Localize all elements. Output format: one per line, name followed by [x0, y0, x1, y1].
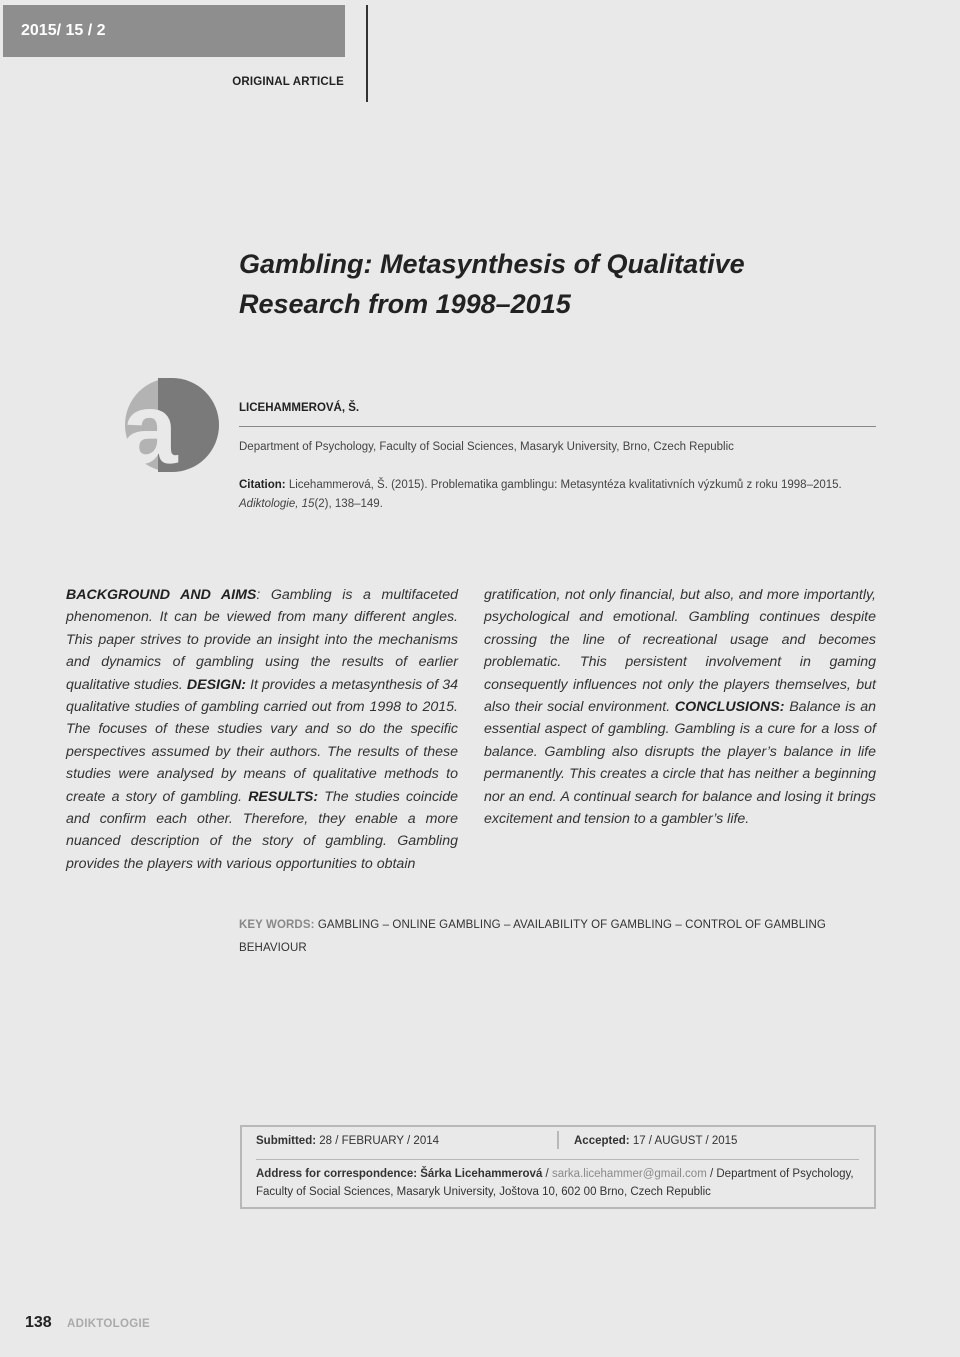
submitted — [256, 1135, 439, 1147]
address-rest: / Department of Psychology, Faculty of Social Sciences, Masaryk University, Joštova 10, 602 00 Brno, Czech Republic — [256, 1168, 854, 1198]
abstract-column-right — [484, 584, 876, 830]
email-link[interactable]: sarka.licehammer@gmail.com — [551, 1168, 707, 1180]
affiliation: Department of Psychology, Faculty of Social Sciences, Masaryk University, Brno, Czech Republic — [239, 441, 734, 453]
journal-name: ADIKTOLOGIE — [67, 1318, 150, 1330]
keywords — [239, 914, 859, 959]
correspondence — [256, 1165, 856, 1201]
header-divider — [366, 5, 368, 102]
dates-divider — [557, 1131, 559, 1149]
results-heading: RESULTS: — [248, 788, 319, 805]
conclusions-text: Balance is an essential aspect of gambling. Gambling is a cure for a loss of balance. Gambling also disrupts the player’s balance in life permanently. This creates a circle that has neither a beginning nor an end. A continual search for balance and losing it brings excitement and tension to a gambler’s life. — [484, 699, 877, 828]
design-text: It provides a metasynthesis of 34 qualitative studies of gambling carried out from 1998 to 2015. The focuses of these studies vary and so do the specific perspectives assumed by their authors. The results of these studies were analysed by means of qualitative methods to create a story of gambling. — [66, 676, 458, 805]
keywords-text: GAMBLING – ONLINE GAMBLING – AVAILABILITY OF GAMBLING – CONTROL OF GAMBLING BEHAVIOUR — [239, 919, 826, 954]
page-number: 138 — [25, 1314, 52, 1331]
address-name: Šárka Licehammerová — [420, 1168, 543, 1180]
title-line-2: Research from 1998–2015 — [239, 289, 571, 319]
address-separator: / — [542, 1168, 552, 1180]
submission-dates — [256, 1135, 861, 1149]
design-heading: DESIGN: — [186, 676, 246, 693]
background-heading: BACKGROUND AND AIMS — [66, 587, 257, 603]
submitted-value: 28 / FEBRUARY / 2014 — [319, 1135, 440, 1147]
abstract-column-left — [66, 584, 458, 875]
citation-label: Citation: — [239, 479, 286, 491]
citation-text: Licehammerová, Š. (2015). Problematika gamblingu: Metasyntéza kvalitativních výzkumů z roku 1998–2015. — [285, 479, 842, 491]
header-rule — [239, 426, 876, 427]
submission-box — [240, 1125, 876, 1209]
logo-letter: a — [122, 378, 178, 473]
accepted — [574, 1135, 737, 1147]
box-divider — [256, 1159, 859, 1160]
keywords-label: KEY WORDS: — [239, 919, 315, 931]
author: LICEHAMMEROVÁ, Š. — [239, 402, 360, 414]
results-text-continued: gratification, not only financial, but also, and more importantly, psychological and emotional. Gambling continues despite crossing the line of recreational usage and becomes problematic. This persistent involvement in gaming consequently influences not only the players themselves, but also their social environment. — [484, 587, 876, 716]
citation-rest: (2), 138–149. — [314, 498, 383, 510]
section-label: ORIGINAL ARTICLE — [232, 76, 344, 88]
address-label: Address for correspondence: — [256, 1168, 418, 1180]
title-line-1: Gambling: Metasynthesis of Qualitative — [239, 249, 745, 279]
issue-number: 2015/ 15 / 2 — [21, 22, 106, 39]
accepted-value: 17 / AUGUST / 2015 — [632, 1135, 738, 1147]
citation-journal: Adiktologie, 15 — [239, 498, 315, 510]
submitted-label: Submitted: — [256, 1135, 317, 1147]
citation — [239, 476, 869, 514]
accepted-label: Accepted: — [574, 1135, 630, 1147]
article-title — [239, 244, 745, 324]
journal-logo-icon — [120, 378, 220, 473]
background-text: : Gambling is a multifaceted phenomenon. It can be viewed from many different angles. This paper strives to provide an insight into the mechanisms and dynamics of gambling using the results of earlier qualitative studies. — [66, 587, 458, 693]
issue-tab — [3, 5, 345, 57]
conclusions-heading: CONCLUSIONS: — [674, 699, 785, 716]
results-text: The studies coincide and confirm each other. Therefore, they enable a more nuanced description of the story of gambling. Gambling provides the players with various opportunities to obtain — [66, 788, 458, 872]
